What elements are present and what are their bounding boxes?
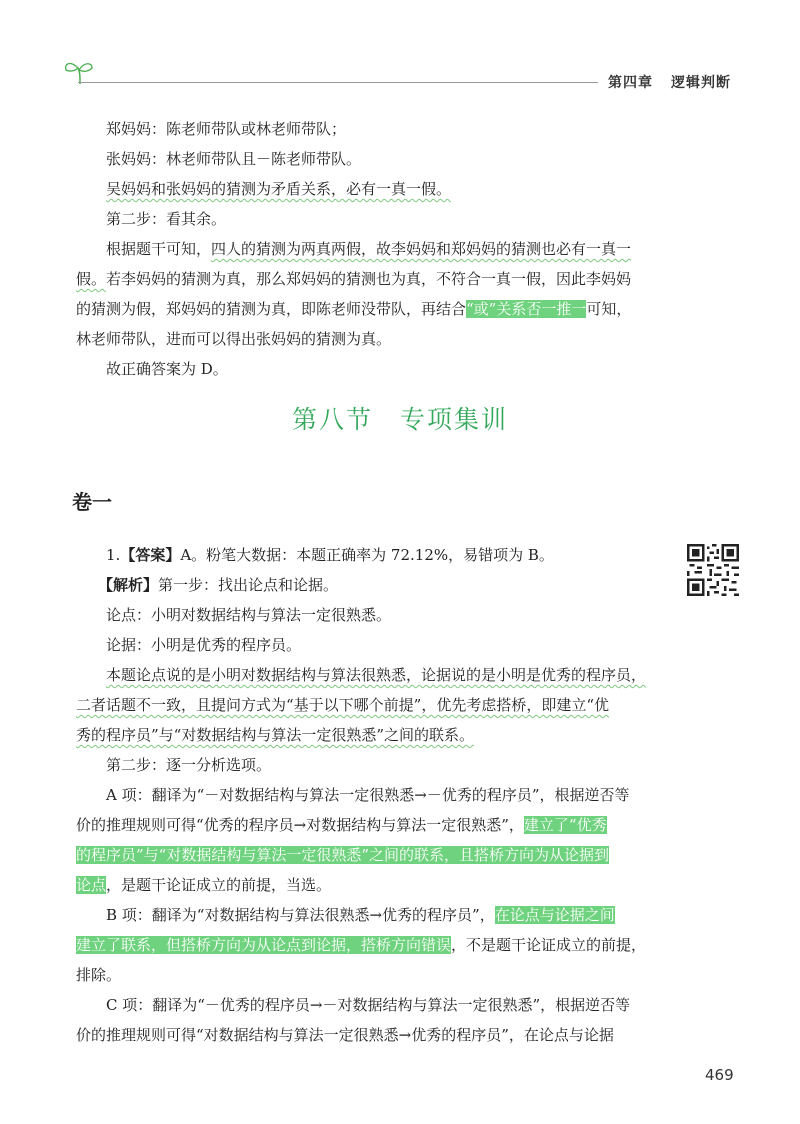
text-line: 林老师带队，进而可以得出张妈妈的猜测为真。 xyxy=(76,330,392,348)
chapter-label: 第四章 xyxy=(608,75,653,91)
header-rule xyxy=(78,82,598,83)
text-fragment: 可知， xyxy=(586,300,632,318)
option-a-line xyxy=(76,814,607,836)
answer-line xyxy=(106,544,554,566)
text-line: 第二步：逐一分析选项。 xyxy=(106,756,272,774)
option-b-line xyxy=(76,934,646,956)
chapter-topic: 逻辑判断 xyxy=(671,75,731,91)
highlighted-text: “或”关系否一推一 xyxy=(466,300,587,318)
text-fragment: 若李妈妈的猜测为真，那么郑妈妈的猜测也为真，不符合一真一假，因此李妈妈 xyxy=(106,270,632,288)
text-line: 第二步：看其余。 xyxy=(106,210,227,228)
text-line: 二者话题不一致，且提问方式为“基于以下哪个前提”，优先考虑搭桥，即建立“优 xyxy=(76,696,610,714)
text-fragment: 价的推理规则可得“优秀的程序员→对数据结构与算法一定很熟悉”， xyxy=(76,816,524,834)
page-number: 469 xyxy=(705,1066,734,1084)
wavy-underlined-text: 四人的猜测为两真两假，故李妈妈和郑妈妈的猜测也必有一真一 xyxy=(211,240,632,258)
text-fragment: 根据题干可知， xyxy=(106,240,212,258)
volume-heading: 卷一 xyxy=(72,490,112,514)
evidence-line: 论据：小明是优秀的程序员。 xyxy=(106,636,302,654)
text-line xyxy=(76,298,631,320)
answer-text: A。粉笔大数据：本题正确率为 72.12%，易错项为 B。 xyxy=(180,546,554,564)
option-b-line xyxy=(106,904,615,926)
text-line: 秀的程序员”与“对数据结构与算法一定很熟悉”之间的联系。 xyxy=(76,726,475,744)
option-a-line: A 项：翻译为“－对数据结构与算法一定很熟悉→－优秀的程序员”，根据逆否等 xyxy=(106,786,630,804)
explanation-label: 【解析】 xyxy=(98,576,159,594)
explanation-text: 第一步：找出论点和论据。 xyxy=(158,576,339,594)
option-c-line: C 项：翻译为“－优秀的程序员→－对数据结构与算法一定很熟悉”，根据逆否等 xyxy=(106,996,631,1014)
answer-label: 【答案】 xyxy=(120,546,181,564)
qr-code-icon[interactable] xyxy=(687,544,739,596)
text-line xyxy=(106,238,631,260)
section-title: 第八节 专项集训 xyxy=(291,405,508,434)
text-line: 郑妈妈：陈老师带队或林老师带队； xyxy=(106,120,347,138)
highlighted-text: 论点 xyxy=(76,876,107,894)
question-number: 1. xyxy=(106,546,121,564)
explanation-line xyxy=(98,574,338,596)
chapter-header xyxy=(608,72,731,92)
highlighted-text: 建立了“优秀 xyxy=(523,816,607,834)
text-line: 故正确答案为 D。 xyxy=(106,360,228,378)
option-c-line: 价的推理规则可得“对数据结构与算法一定很熟悉→优秀的程序员”，在论点与论据 xyxy=(76,1026,614,1044)
highlighted-text: 建立了联系，但搭桥方向为从论点到论据，搭桥方向错误 xyxy=(76,936,452,954)
text-fragment: ，是题干论证成立的前提，当选。 xyxy=(106,876,332,894)
text-line: 张妈妈：林老师带队且－陈老师带队。 xyxy=(106,150,362,168)
text-fragment: ，不是题干论证成立的前提， xyxy=(451,936,647,954)
text-fragment: 的猜测为假，郑妈妈的猜测为真，即陈老师没带队，再结合 xyxy=(76,300,467,318)
text-line: 本题论点说的是小明对数据结构与算法很熟悉，论据说的是小明是优秀的程序员， xyxy=(106,666,647,684)
option-a-line xyxy=(76,844,609,866)
wavy-underlined-text: 假。 xyxy=(76,270,107,288)
option-b-line: 排除。 xyxy=(76,966,122,984)
text-line: 吴妈妈和张妈妈的猜测为矛盾关系，必有一真一假。 xyxy=(106,180,452,198)
highlighted-text: 的程序员”与“对数据结构与算法一定很熟悉”之间的联系，且搭桥方向为从论据到 xyxy=(76,846,610,864)
claim-line: 论点：小明对数据结构与算法一定很熟悉。 xyxy=(106,606,392,624)
highlighted-text: 在论点与论据之间 xyxy=(494,906,615,924)
option-a-line xyxy=(76,874,331,896)
text-line xyxy=(76,268,631,290)
text-fragment: B 项：翻译为“对数据结构与算法很熟悉→优秀的程序员”， xyxy=(106,906,495,924)
